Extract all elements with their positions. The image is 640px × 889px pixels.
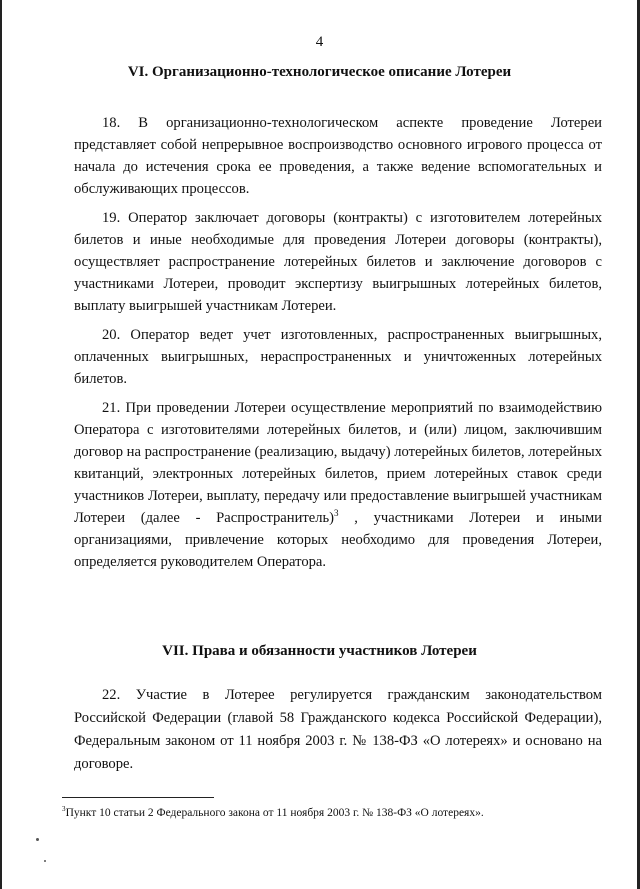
paragraph-21-text-before: 21. При проведении Лотереи осуществление мероприятий по взаимодействию Оператора с изготовителями лотерейных билетов, и (или) лицом, заключившим договор на распространение (реализацию, выдачу) лотерейных билетов, лотерейных квитанций, электронных лотерейных билетов, прием лотерейных ставок среди участников Лотереи, выплату, передачу или предоставление выигрышей участникам Лотереи (далее - Распространитель) [74,400,602,526]
section-vi-body [74,112,602,580]
footnote-reference: 3 [334,508,339,519]
section-vii-body [74,684,602,783]
section-heading-vii: VII. Права и обязанности участников Лотереи [162,643,477,659]
page-number: 4 [315,34,324,50]
section-heading-vi: VI. Организационно-технологическое описание Лотереи [127,64,512,80]
footnote [62,805,602,821]
paragraph-19: 19. Оператор заключает договоры (контракты) с изготовителем лотерейных билетов и иные необходимые для проведения Лотереи договоры (контракты), осуществляет распространение лотерейных билетов и заключение договоров с участниками Лотереи, проводит экспертизу выигрышных лотерейных билетов, выплату выигрышей участникам Лотереи. [74,210,602,314]
paragraph-21 [74,397,602,573]
paragraph-21-text-after: , участниками Лотереи и иными организациями, привлечение которых необходимо для проведения Лотереи, определяется руководителем Оператора. [74,510,602,570]
paragraph-20: 20. Оператор ведет учет изготовленных, распространенных выигрышных, оплаченных выигрышных, нераспространенных и уничтоженных лотерейных билетов. [74,327,602,387]
footnote-text: Пункт 10 статьи 2 Федерального закона от 11 ноября 2003 г. № 138-ФЗ «О лотереях». [65,807,484,819]
paragraph-22: 22. Участие в Лотерее регулируется гражданским законодательством Российской Федерации (главой 58 Гражданского кодекса Российской Федерации), Федеральным законом от 11 ноября 2003 г. № 138-ФЗ «О лотереях» и основано на договоре. [74,687,602,772]
paragraph-18: 18. В организационно-технологическом аспекте проведение Лотереи представляет собой непрерывное воспроизводство основного игрового процесса от начала до истечения срока ее проведения, а также ведение вспомогательных и обслуживающих процессов. [74,115,602,197]
scan-speck [44,860,46,862]
scan-speck [36,838,39,841]
footnote-separator [62,797,214,798]
footnote-mark: 3 [62,805,66,814]
